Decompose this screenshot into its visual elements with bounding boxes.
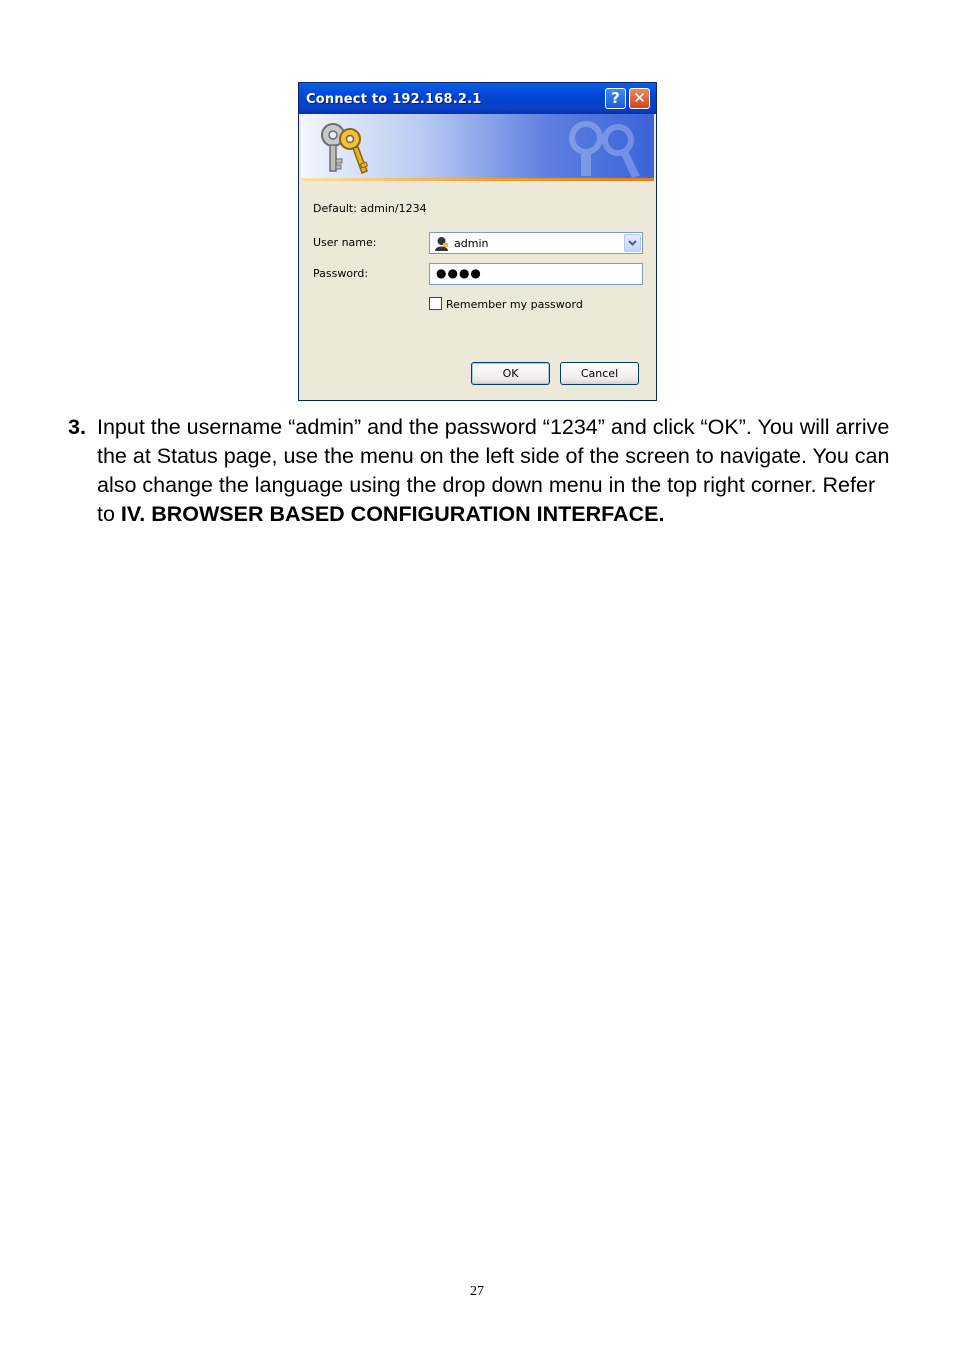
username-value: admin	[454, 237, 489, 250]
dialog-title: Connect to 192.168.2.1	[306, 92, 482, 107]
chevron-down-icon	[628, 240, 637, 246]
dialog-body	[301, 181, 654, 398]
username-label: User name:	[313, 236, 377, 249]
close-button[interactable]: ✕	[629, 88, 650, 109]
page-number: 27	[470, 1284, 484, 1299]
password-value: ●●●●	[436, 266, 482, 280]
username-combobox[interactable]	[429, 232, 643, 254]
dialog-titlebar	[299, 83, 656, 114]
ok-button[interactable]: OK	[471, 362, 550, 385]
username-dropdown-button[interactable]	[624, 234, 641, 252]
cancel-button[interactable]: Cancel	[560, 362, 639, 385]
keys-icon	[317, 119, 373, 177]
user-icon	[434, 236, 449, 251]
dialog-banner	[301, 114, 654, 180]
remember-password-checkbox[interactable]	[429, 297, 442, 310]
login-dialog	[298, 82, 657, 401]
step-reference: IV. BROWSER BASED CONFIGURATION INTERFACE.	[120, 502, 665, 526]
help-button[interactable]: ?	[605, 88, 626, 109]
step-instruction: Input the username “admin” and the password “1234” and click “OK”. You will arrive the at Status page, use the menu on the left side of the screen to navigate. You can also change the language using the drop down menu in the top right corner. Refer to	[97, 415, 890, 526]
step-text	[97, 413, 897, 529]
password-label: Password:	[313, 267, 369, 280]
remember-password-label[interactable]: Remember my password	[446, 298, 583, 311]
default-credentials-hint: Default: admin/1234	[313, 202, 427, 215]
password-field[interactable]	[429, 263, 643, 285]
keys-watermark-icon	[556, 116, 646, 178]
step-number: 3.	[68, 415, 86, 439]
